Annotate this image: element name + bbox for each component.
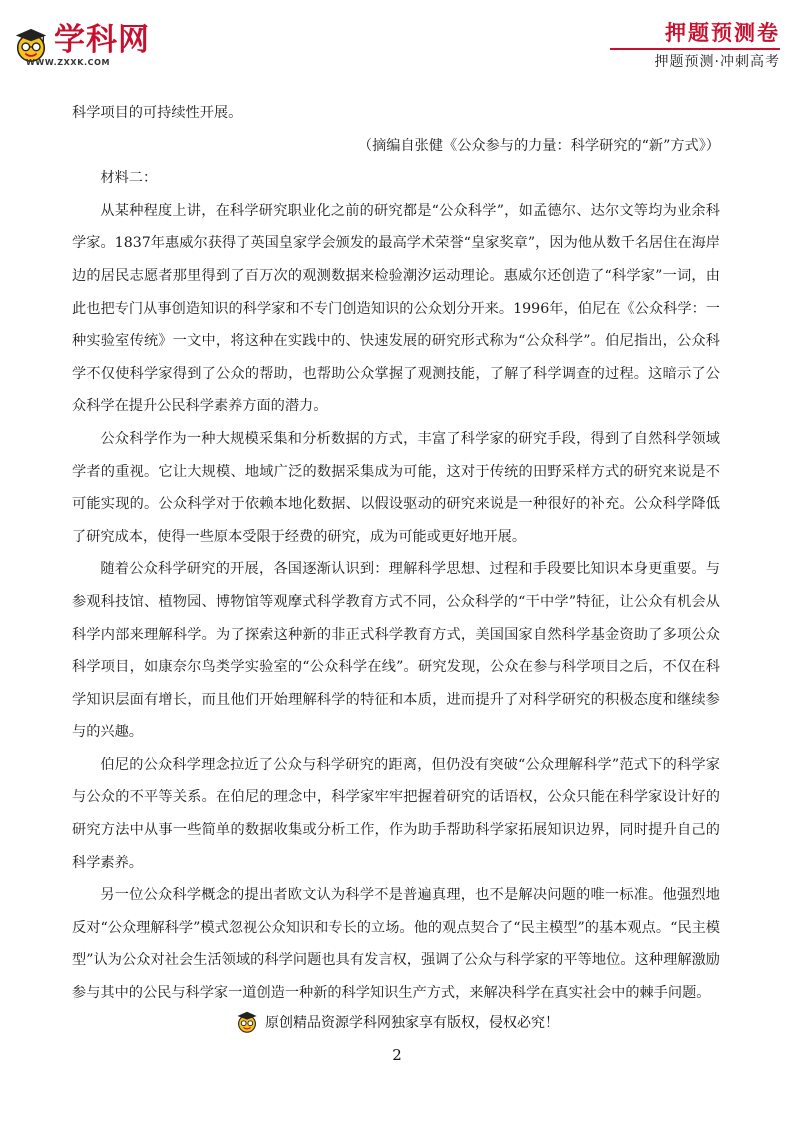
brand-subtitle: 押题预测·冲刺高考 bbox=[654, 54, 780, 70]
paragraph-continuation: 科学项目的可持续性开展。 bbox=[72, 105, 243, 121]
paragraph: 另一位公众科学概念的提出者欧文认为科学不是普遍真理，也不是解决问题的唯一标准。他强烈地反对“公众理解科学”模式忽视公众知识和专长的立场。他的观点契合了“民主模型”的基本观点。“民主模型”认为公众对社会生活领域的科学问题也具有发言权，强调了公众与科学家的平等地位。这种理解激励参与其中的公民与科学家一道创造一种新的科学知识生产方式，来解决科学在真实社会中的棘手问题。 bbox=[72, 887, 720, 1002]
brand-title: 押题预测卷 bbox=[665, 21, 780, 45]
copyright-text: 原创精品资源学科网独家享有版权，侵权必究！ bbox=[265, 1015, 559, 1031]
page-footer bbox=[0, 1010, 794, 1040]
paragraph: 从某种程度上讲，在科学研究职业化之前的研究都是“公众科学”，如孟德尔、达尔文等均为业余科学家。1837年惠威尔获得了英国皇家学会颁发的最高学术荣誉“皇家奖章”，因为他从数千名居住在海岸边的居民志愿者那里得到了百万次的观测数据来检验潮汐运动理论。惠威尔还创造了“科学家”一词，由此也把专门从事创造知识的科学家和不专门创造知识的公众划分开来。1996年，伯尼在《公众科学：一种实验室传统》一文中，将这种在实践中的、快速发展的研究形式称为“公众科学”。伯尼指出，公众科学不仅使科学家得到了公众的帮助，也帮助公众掌握了观测技能，了解了科学调查的过程。这暗示了公众科学在提升公民科学素养方面的潜力。 bbox=[72, 202, 720, 415]
paragraph: 公众科学作为一种大规模采集和分析数据的方式，丰富了科学家的研究手段，得到了自然科学领域学者的重视。它让大规模、地域广泛的数据采集成为可能，这对于传统的田野采样方式的研究来说是不可能实现的。公众科学对于依赖本地化数据、以假设驱动的研究来说是一种很好的补充。公众科学降低了研究成本，使得一些原本受限于经费的研究，成为可能或更好地开展。 bbox=[72, 430, 720, 545]
article-body bbox=[72, 97, 720, 1010]
brand-divider bbox=[610, 48, 780, 50]
paragraph: 伯尼的公众科学理念拉近了公众与科学研究的距离，但仍没有突破“公众理解科学”范式下的科学家与公众的不平等关系。在伯尼的理念中，科学家牢牢把握着研究的话语权，公众只能在科学家设计好的研究方法中从事一些简单的数据收集或分析工作，作为助手帮助科学家拓展知识边界，同时提升自己的科学素养。 bbox=[72, 756, 720, 871]
brand-block bbox=[610, 20, 780, 72]
copyright-notice bbox=[235, 1010, 559, 1034]
section-heading: 材料二： bbox=[100, 170, 158, 187]
source-citation: （摘编自张健《公众参与的力量：科学研究的“新”方式》） bbox=[357, 137, 720, 154]
page-number: 2 bbox=[392, 1046, 402, 1064]
site-logo[interactable] bbox=[10, 20, 170, 72]
graduate-smiley-footer-icon bbox=[235, 1010, 259, 1034]
logo-url: WWW.ZXXK.COM bbox=[26, 58, 111, 67]
page-header bbox=[0, 0, 794, 80]
paragraph: 随着公众科学研究的开展，各国逐渐认识到：理解科学思想、过程和手段要比知识本身更重要。与参观科技馆、植物园、博物馆等观摩式科学教育方式不同，公众科学的“干中学”特征，让公众有机会从科学内部来理解科学。为了探索这种新的非正式科学教育方式，美国国家自然科学基金资助了多项公众科学项目，如康奈尔鸟类学实验室的“公众科学在线”。研究发现，公众在参与科学项目之后，不仅在科学知识层面有增长，而且他们开始理解科学的特征和本质，进而提升了对科学研究的积极态度和继续参与的兴趣。 bbox=[72, 561, 720, 741]
logo-name: 学科网 bbox=[54, 22, 150, 58]
